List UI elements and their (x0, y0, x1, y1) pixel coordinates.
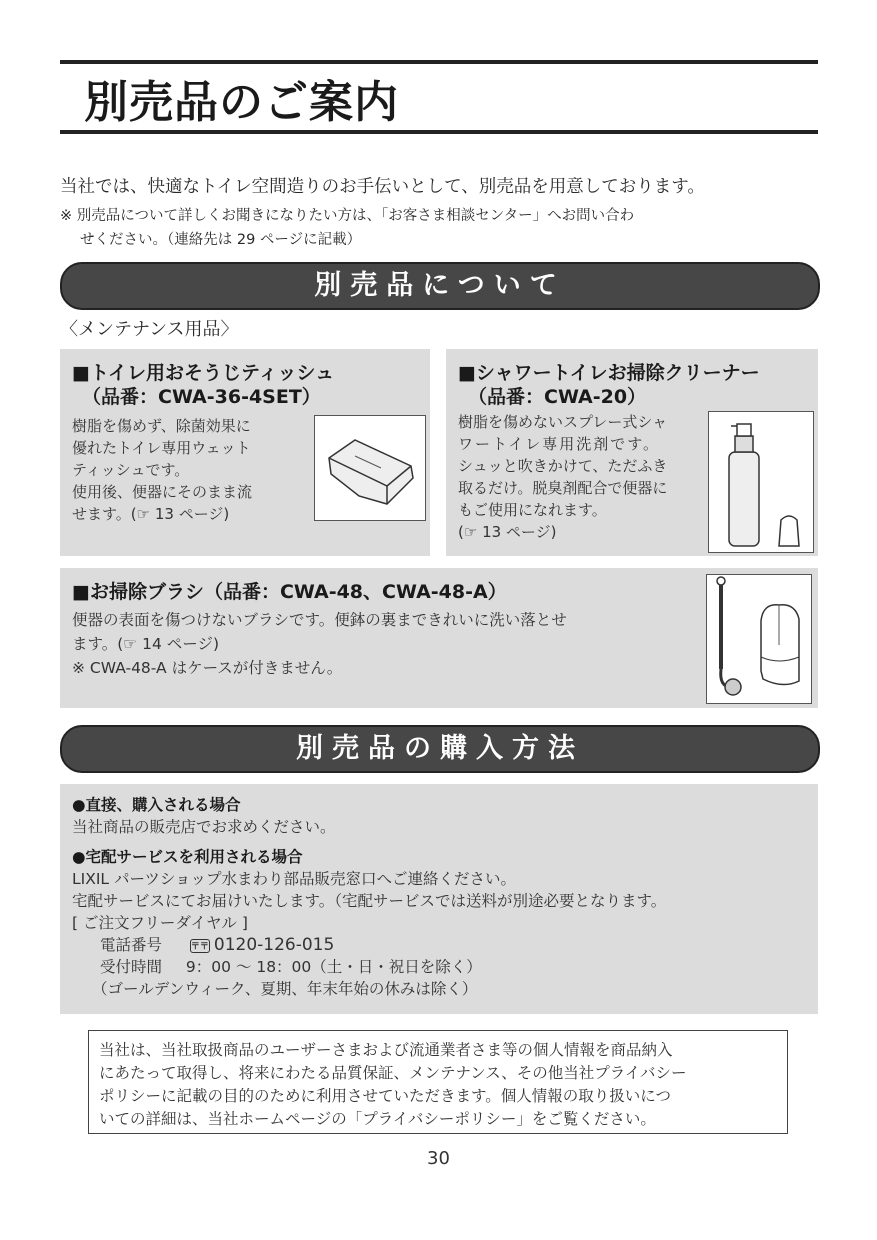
title-top-rule (60, 60, 818, 64)
desc-line: 樹脂を傷めないスプレー式シャ (458, 413, 668, 431)
desc-line: ます。(☞ 14 ページ) (72, 635, 220, 653)
direct-purchase-text: 当社商品の販売店でお求めください。 (72, 818, 336, 836)
section-heading-accessories: 別売品について (60, 262, 820, 310)
contact-note (60, 204, 820, 252)
section-heading-purchase: 別売品の購入方法 (60, 725, 820, 773)
hours-label: 受付時間 (100, 958, 163, 976)
note-line-1: ※ 別売品について詳しくお聞きになりたい方は、「お客さま相談センター」へお問い合わ (60, 208, 635, 224)
desc-line: もご使用になれます。 (458, 501, 607, 519)
desc-line: (☞ 13 ページ) (458, 523, 557, 541)
free-dial-label: [ ご注文フリーダイヤル ] (72, 914, 248, 932)
desc-line: ※ CWA-48-A はケースが付きません。 (72, 659, 343, 677)
desc-line: 取るだけ。脱臭剤配合で便器に (458, 479, 668, 497)
product-code: （品番：CWA-36-4SET） (82, 386, 321, 408)
phone-row (72, 934, 812, 956)
product-card-brush (60, 568, 818, 708)
desc-line: ティッシュです。 (72, 461, 190, 479)
desc-line: 優れたトイレ専用ウェット (72, 439, 251, 457)
desc-line: 樹脂を傷めず、除菌効果に (72, 417, 251, 435)
product-card-tissue (60, 349, 430, 556)
privacy-line: ポリシーに記載の目的のために利用させていただきます。個人情報の取り扱いにつ (99, 1087, 671, 1105)
page-number: 30 (427, 1148, 450, 1169)
privacy-line: にあたって取得し、将来にわたる品質保証、メンテナンス、その他当社プライバシー (99, 1064, 687, 1082)
intro-text: 当社では、快適なトイレ空間造りのお手伝いとして、別売品を用意しております。 (60, 177, 705, 197)
product-description (72, 608, 692, 680)
product-code: （品番：CWA-20） (468, 386, 647, 408)
privacy-notice (88, 1030, 788, 1134)
desc-line: せます。(☞ 13 ページ) (72, 505, 230, 523)
category-label: 〈メンテナンス用品〉 (60, 319, 239, 340)
delivery-line-1: LIXIL パーツショップ水まわり部品販売窓口へご連絡ください。 (72, 870, 517, 888)
product-title: ■シャワートイレお掃除クリーナー (458, 362, 760, 384)
delivery-heading: ●宅配サービスを利用される場合 (72, 848, 303, 866)
product-description (72, 415, 312, 525)
desc-line: ワートイレ専用洗剤です。 (458, 435, 661, 453)
brush-illustration (706, 574, 812, 704)
tissue-pack-illustration (314, 415, 426, 521)
hours-value: 9：00 ～ 18：00（土・日・祝日を除く） (185, 958, 482, 976)
page-title: 別売品のご案内 (84, 77, 399, 128)
privacy-line: 当社は、当社取扱商品のユーザーさまおよび流通業者さま等の個人情報を商品納入 (99, 1041, 673, 1059)
privacy-line: いての詳細は、当社ホームページの「プライバシーポリシー」をご覧ください。 (99, 1110, 656, 1128)
delivery-line-2: 宅配サービスにてお届けいたします。（宅配サービスでは送料が別途必要となります。 (72, 892, 667, 910)
hours-row (72, 956, 812, 978)
product-card-cleaner (446, 349, 818, 556)
spray-bottle-illustration (708, 411, 814, 553)
product-description (458, 411, 708, 543)
phone-number[interactable]: 0120-126-015 (213, 935, 335, 955)
title-bottom-rule (60, 130, 818, 134)
holiday-note: （ゴールデンウィーク、夏期、年末年始の休みは除く） (92, 980, 478, 998)
desc-line: 便器の表面を傷つけないブラシです。便鉢の裏まできれいに洗い落とせ (72, 611, 567, 629)
free-dial-icon: 〒〒 (190, 939, 210, 953)
purchase-info-panel (60, 784, 818, 1014)
direct-purchase-heading: ●直接、購入される場合 (72, 796, 241, 814)
desc-line: シュッと吹きかけて、ただふき (458, 457, 668, 475)
desc-line: 使用後、便器にそのまま流 (72, 483, 253, 501)
product-title: ■トイレ用おそうじティッシュ (72, 362, 335, 384)
product-title: ■お掃除ブラシ（品番：CWA-48、CWA-48-A） (72, 581, 507, 603)
note-line-2: せください。（連絡先は 29 ページに記載） (80, 232, 362, 248)
phone-label: 電話番号 (100, 936, 163, 954)
